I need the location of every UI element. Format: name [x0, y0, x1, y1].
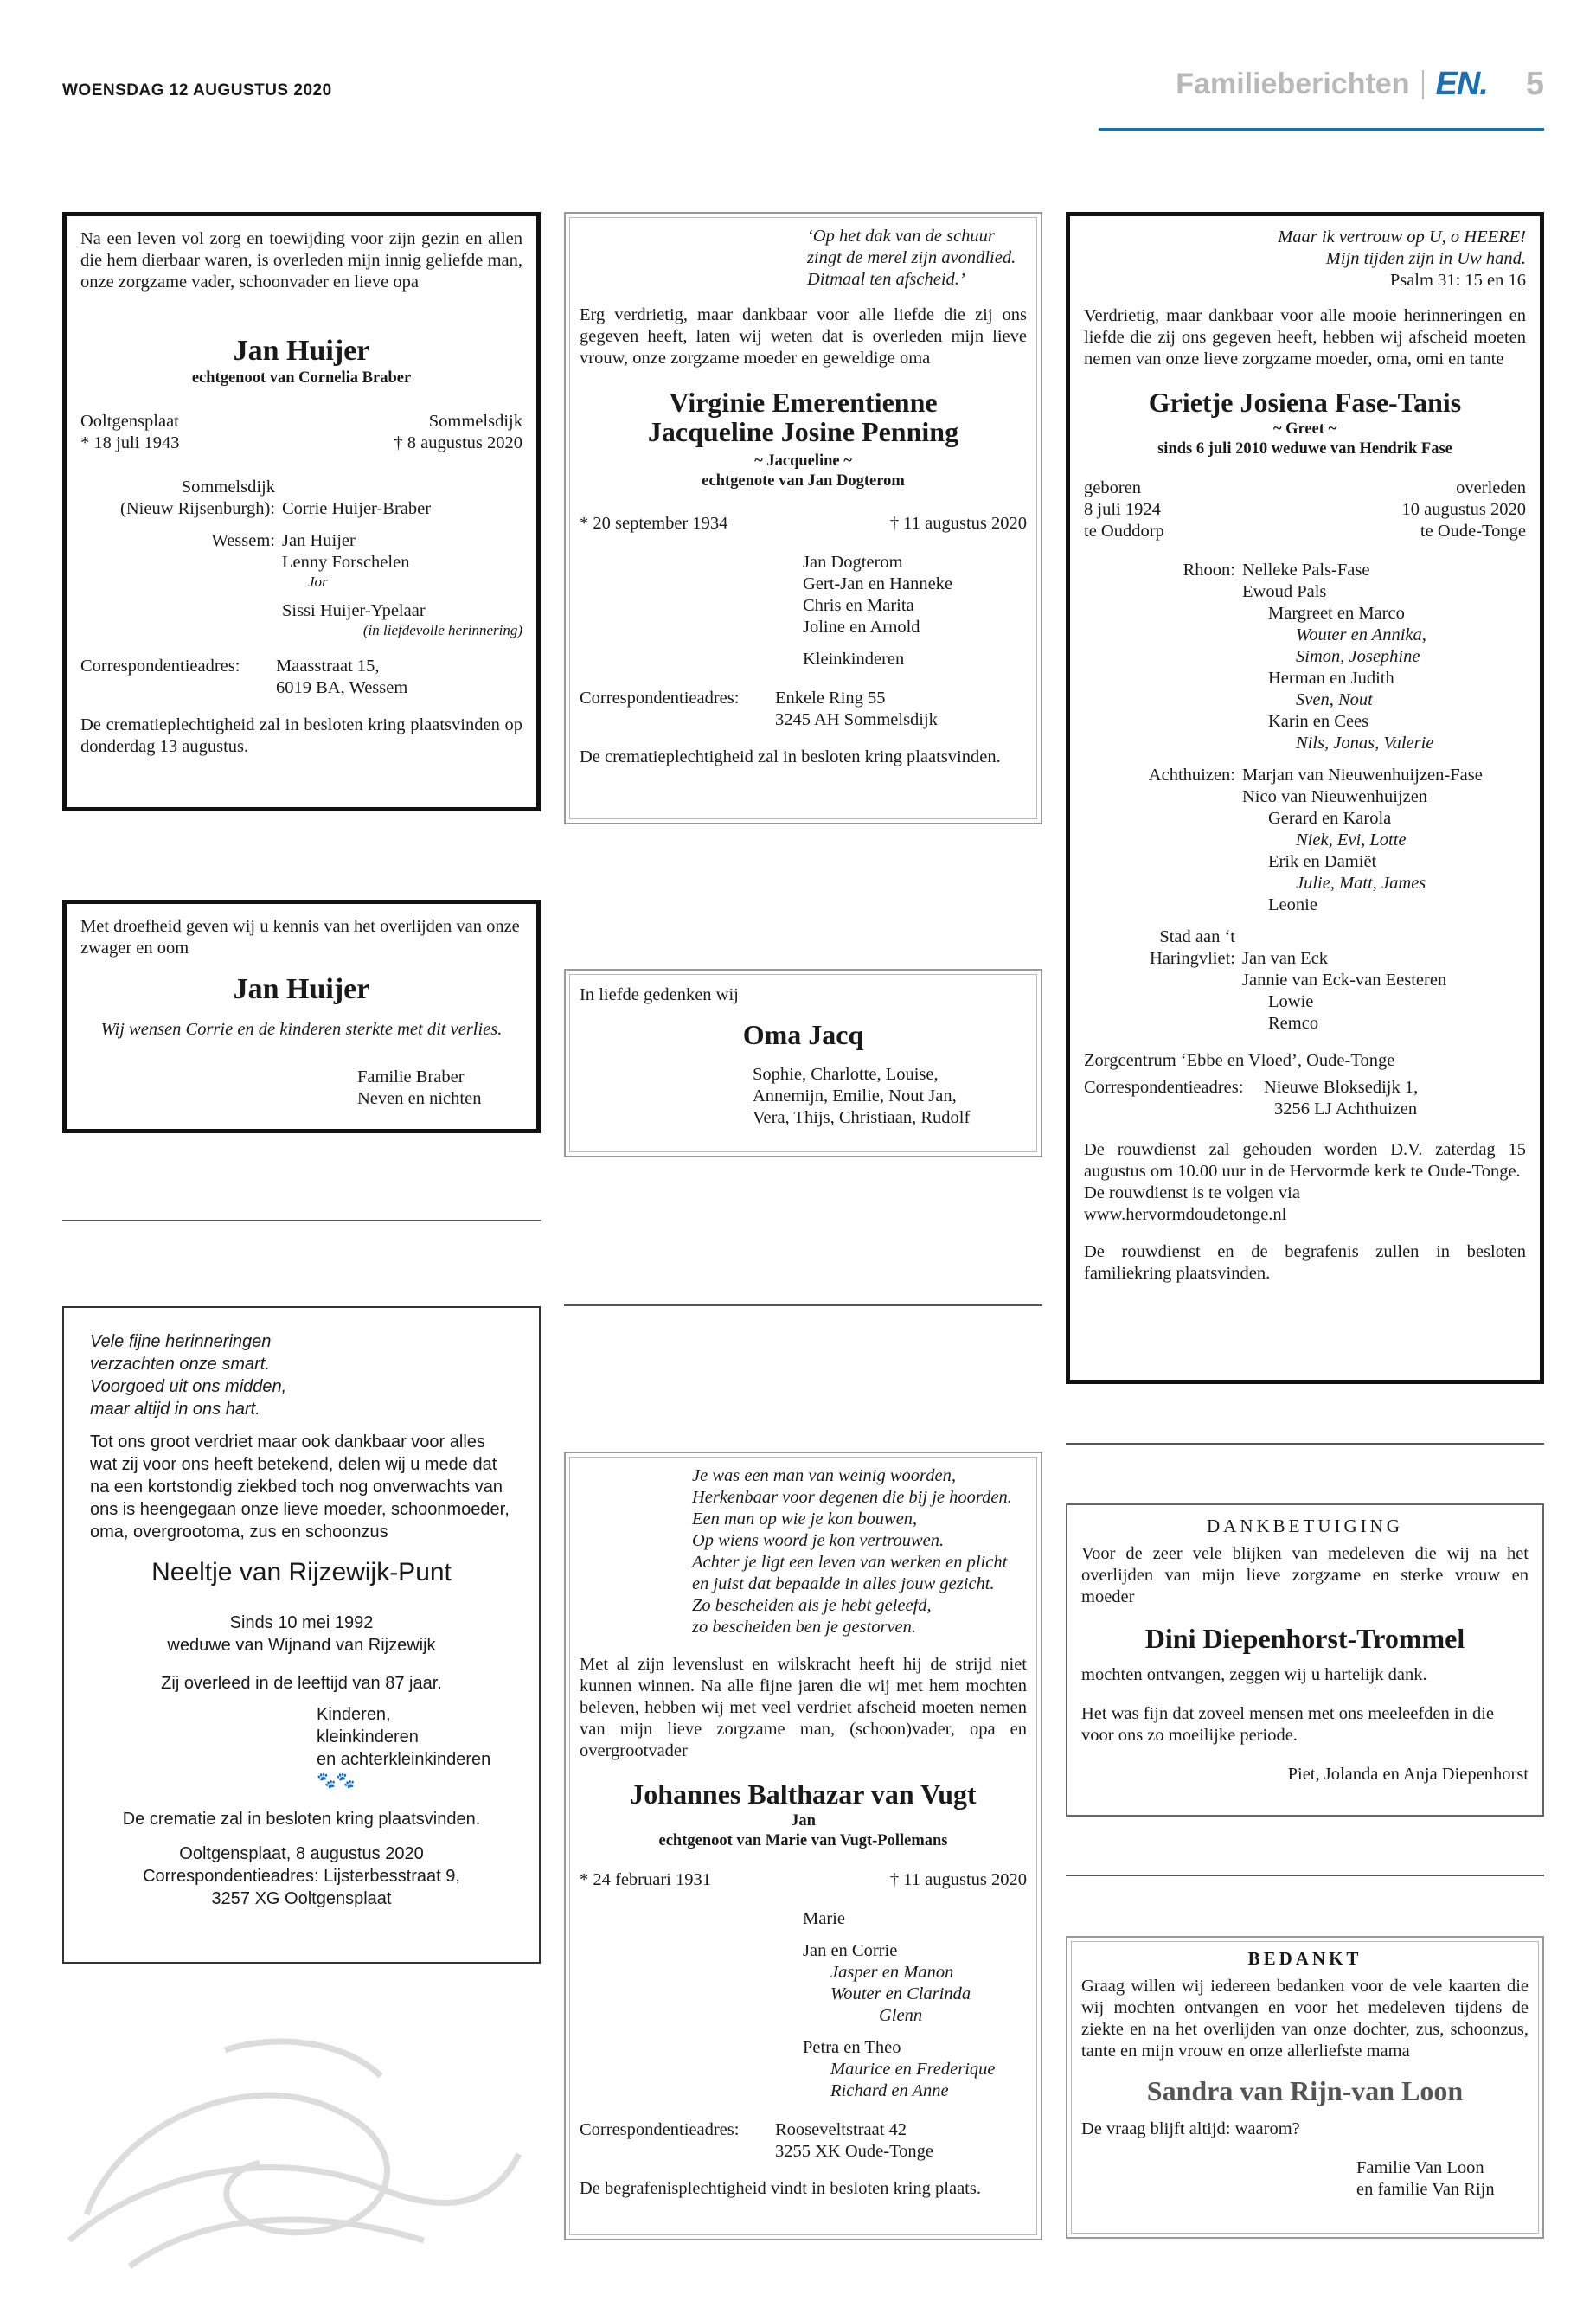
correspondence-address: [580, 2119, 1027, 2163]
poem-line: Je was een man van weinig woorden,: [692, 1466, 956, 1485]
grandchild-line: Maurice en Frederique: [830, 2060, 996, 2080]
address-line: Enkele Ring 55: [775, 689, 886, 708]
spouse-line: echtgenoot van Marie van Vugt-Pollemans: [658, 1831, 948, 1849]
signer: Annemijn, Emilie, Nout Jan,: [753, 1086, 957, 1106]
age-line: Zij overleed in de leeftijd van 87 jaar.: [161, 1674, 442, 1693]
signer: Neven en nichten: [357, 1089, 482, 1109]
family-location: Achthuizen:: [1148, 766, 1235, 785]
family-location: Haringvliet:: [1149, 949, 1235, 969]
family-name: Lenny Forschelen: [282, 553, 410, 573]
notice-heading: DANKBETUIGING: [1207, 1516, 1403, 1536]
widow-line: sinds 6 juli 2010 weduwe van Hendrik Fase: [1157, 439, 1452, 458]
died-place: te Oude-Tonge: [1420, 522, 1526, 542]
poem-line: ‘Op het dak van de schuur: [807, 227, 995, 246]
death-date: † 11 augustus 2020: [889, 1870, 1027, 1890]
stream-note: De rouwdienst is te volgen via: [1084, 1183, 1300, 1203]
poem: [580, 226, 1027, 291]
widow-line: weduwe van Wijnand van Rijzewijk: [167, 1636, 436, 1655]
birth-place: Ooltgensplaat: [80, 412, 179, 432]
poem-line: Maar ik vertrouw op U, o HEERE!: [1278, 228, 1526, 247]
family-line: Gert-Jan en Hanneke: [803, 574, 953, 594]
birth-date: * 20 september 1934: [580, 514, 728, 534]
birth-date: * 18 juli 1943: [80, 433, 180, 453]
family-location: Rhoon:: [1183, 561, 1235, 580]
poem-line: Vele fijne herinneringen: [90, 1332, 272, 1351]
notice-intro: In liefde gedenken wij: [580, 985, 739, 1004]
poem-line: Zo bescheiden als je hebt geleefd,: [692, 1596, 932, 1615]
family-line: Jan en Corrie: [803, 1941, 898, 1961]
notice-bedankt: [1066, 1936, 1544, 2239]
ceremony-note: De crematieplechtigheid zal in besloten kring plaatsvinden.: [580, 747, 1001, 767]
deceased-name: Dini Diepenhorst-Trommel: [1144, 1622, 1465, 1654]
deceased-name: Oma Jacq: [742, 1019, 864, 1050]
place-row: [80, 411, 522, 433]
ceremony-note: De crematieplechtigheid zal in besloten kring plaatsvinden op donderdag 13 augustus.: [80, 715, 522, 756]
family: [580, 552, 1027, 670]
family-line: Jan Dogterom: [803, 553, 903, 573]
family-line: Kinderen,: [317, 1705, 391, 1724]
newspaper-logo: EN.: [1435, 66, 1488, 102]
condolence-message: Wij wensen Corrie en de kinderen sterkte met dit verlies.: [100, 1020, 503, 1040]
memorial-note: (in liefdevolle herinnering): [362, 621, 522, 638]
address-label: Correspondentieadres:: [580, 2120, 740, 2140]
death-place: Sommelsdijk: [428, 412, 522, 432]
address-line: Nieuwe Bloksedijk 1,: [1264, 1078, 1419, 1098]
signer: Familie Van Loon: [1356, 2157, 1484, 2177]
page-header: [1176, 66, 1544, 103]
grandchildren: Kleinkinderen: [803, 650, 905, 670]
died-label: overleden: [1456, 478, 1526, 498]
deceased-name: Jan Huijer: [233, 973, 370, 1005]
child-couple: Herman en Judith: [1268, 669, 1394, 689]
page-number: 5: [1525, 66, 1544, 102]
place-date: Ooltgensplaat, 8 augustus 2020: [179, 1844, 424, 1864]
grandchild-name: Jor: [308, 574, 328, 591]
spouse-line: echtgenote van Jan Dogterom: [702, 471, 905, 490]
nickname: ~ Greet ~: [1272, 420, 1337, 439]
nickname: ~ Jacqueline ~: [754, 452, 852, 471]
poem-line: en juist dat bepaalde in alles jouw gezicht.: [692, 1574, 995, 1593]
ceremony-note: De rouwdienst en de begrafenis zullen in besloten familiekring plaatsvinden.: [1084, 1242, 1526, 1284]
family-line: Nelleke Pals-Fase: [1242, 561, 1370, 580]
family: [580, 1908, 1027, 2102]
correspondence-address: [580, 688, 1027, 731]
grandchild-line: Richard en Anne: [830, 2081, 949, 2101]
family-line: Petra en Theo: [803, 2038, 901, 2058]
family-location: Stad aan ‘t: [1159, 927, 1235, 947]
notice-jan-huijer-braber: [62, 900, 541, 1133]
notice-johannes-van-vugt: [564, 1452, 1042, 2240]
died-date: 10 augustus 2020: [1401, 500, 1526, 520]
family: [90, 1703, 513, 1791]
correspondence-address: Correspondentieadres: Lijsterbesstraat 9,: [143, 1867, 460, 1887]
poem-line: Ditmaal ten afscheid.’: [807, 270, 965, 289]
notice-intro: Verdrietig, maar dankbaar voor alle mooie herinneringen en liefde die zij ons gegeven heeft, hebben wij afscheid moeten nemen van onze lieve zorgzame moeder, oma, omi en tante: [1084, 306, 1526, 369]
spouse-line: echtgenoot van Cornelia Braber: [191, 369, 412, 388]
cremation-note: De crematie zal in besloten kring plaatsvinden.: [122, 1810, 481, 1830]
nickname: Jan: [791, 1812, 816, 1830]
column-rule: [1066, 1443, 1544, 1445]
section-title: Familieberichten: [1176, 67, 1410, 100]
column-rule: [1066, 1875, 1544, 1876]
decorative-swirl-icon: [52, 2016, 536, 2275]
date-row: [580, 513, 1027, 535]
family-location: Sommelsdijk: [181, 478, 275, 497]
deceased-name: Jan Huijer: [233, 335, 370, 367]
paw-prints-icon: 🐾🐾: [317, 1772, 356, 1789]
address-line: Maasstraat 15,: [276, 656, 380, 676]
born-date: 8 juli 1924: [1084, 500, 1161, 520]
birth-date: * 24 februari 1931: [580, 1870, 711, 1890]
psalm-reference: Psalm 31: 15 en 16: [1389, 271, 1526, 290]
notice-heading: BEDANKT: [1247, 1948, 1362, 1969]
poem-line: Voorgoed uit ons midden,: [90, 1377, 287, 1396]
family-name: Jan Huijer: [282, 531, 356, 551]
family-line: Nico van Nieuwenhuijzen: [1242, 787, 1428, 807]
born-place: te Ouddorp: [1084, 522, 1164, 542]
widow-since: Sinds 10 mei 1992: [229, 1613, 374, 1632]
notice-jan-huijer-family: [62, 212, 541, 811]
column-rule: [564, 1304, 1042, 1306]
family-line: Chris en Marita: [803, 596, 914, 616]
child-couple: Gerard en Karola: [1268, 809, 1392, 829]
service-note: De rouwdienst zal gehouden worden D.V. zaterdag 15 augustus om 10.00 uur in de Hervormde kerk te Oude-Tonge.: [1084, 1140, 1526, 1182]
poem-line: zingt de merel zijn avondlied.: [807, 248, 1016, 267]
child-line: Lowie: [1268, 992, 1314, 1012]
address-label: Correspondentieadres:: [580, 689, 740, 708]
grandchild-line: Wouter en Clarinda: [830, 1984, 971, 2004]
notice-dankbetuiging: [1066, 1503, 1544, 1817]
notice-neeltje-van-rijzewijk: [62, 1306, 541, 1964]
grandchildren-line: Nils, Jonas, Valerie: [1296, 734, 1434, 753]
grandchildren-line: Wouter en Annika,: [1296, 625, 1426, 645]
family-line: en achterkleinkinderen: [317, 1750, 491, 1769]
notice-intro: Na een leven vol zorg en toewijding voor zijn gezin en allen die hem dierbaar waren, is overleden mijn innig geliefde man, onze zorgzame vader, schoonvader en lieve opa: [80, 229, 522, 292]
child-line: Remco: [1268, 1014, 1319, 1034]
birth-death-block: [1084, 478, 1526, 542]
signers: [580, 1064, 1027, 1129]
poem-line: Herkenbaar voor degenen die bij je hoorden.: [692, 1488, 1012, 1507]
family-achthuizen: [1084, 765, 1526, 916]
notice-jacqueline-penning: [564, 212, 1042, 824]
great-grandchild-line: Glenn: [879, 2006, 923, 2026]
notice-intro: Graag willen wij iedereen bedanken voor de vele kaarten die wij mochten ontvangen en voor het medeleven tijdens de ziekte en na het overlijden van onze dochter, zus, schoonzus, tante en mijn vrouw en onze allerliefste mama: [1081, 1976, 1529, 2061]
poem: [1084, 227, 1526, 270]
family-rhoon: [1084, 560, 1526, 754]
deceased-name-line1: Virginie Emerentienne: [669, 387, 938, 418]
notice-intro: Erg verdrietig, maar dankbaar voor alle liefde die zij ons gegeven heeft, laten wij weten dat is overleden mijn lieve vrouw, onze zorgzame moeder en geweldige oma: [580, 305, 1027, 368]
poem-line: verzachten onze smart.: [90, 1355, 270, 1374]
correspondence-address: [1084, 1077, 1526, 1120]
signer: Sophie, Charlotte, Louise,: [753, 1065, 939, 1085]
notice-intro: Voor de zeer vele blijken van medeleven die wij na het overlijden van mijn lieve zorgzame en sterke vrouw en moeder: [1081, 1543, 1529, 1606]
signers: Piet, Jolanda en Anja Diepenhorst: [1287, 1764, 1529, 1784]
signer: Familie Braber: [357, 1067, 465, 1087]
address-line: 3255 XK Oude-Tonge: [775, 2142, 934, 2162]
poem-line: Mijn tijden zijn in Uw hand.: [1325, 249, 1526, 268]
grandchild-line: Jasper en Manon: [830, 1963, 954, 1983]
date-row: [80, 433, 522, 454]
signer: en familie Van Rijn: [1356, 2179, 1495, 2199]
notice-intro: Met droefheid geven wij u kennis van het overlijden van onze zwager en oom: [80, 917, 520, 958]
family-stad-aan-t-haringvliet: [1084, 926, 1526, 1035]
family-name: Sissi Huijer-Ypelaar: [282, 600, 426, 620]
deceased-name-line2: Jacqueline Josine Penning: [647, 415, 959, 447]
notice-intro: Met al zijn levenslust en wilskracht heeft hij de strijd niet kunnen winnen. Na alle fijne jaren die wij met hem mochten beleven, hebben wij met veel verdriet afscheid moeten nemen van mijn lieve zorgzame man, (schoon)vader, opa en overgrootvader: [580, 1655, 1027, 1760]
poem-line: zo bescheiden ben je gestorven.: [692, 1618, 917, 1637]
poem-line: Een man op wie je kon bouwen,: [692, 1509, 918, 1529]
thanks-text: mochten ontvangen, zeggen wij u hartelijk dank.: [1081, 1664, 1427, 1684]
family-line: Ewoud Pals: [1242, 582, 1327, 602]
family-line: Joline en Arnold: [803, 618, 920, 638]
family-names: Corrie Huijer-Braber: [282, 499, 432, 519]
born-label: geboren: [1084, 478, 1142, 498]
family-location-detail: (Nieuw Rijsenburgh):: [120, 499, 275, 519]
family-sommelsdijk: [80, 477, 522, 520]
deceased-name: Johannes Balthazar van Vugt: [630, 1779, 977, 1810]
poem: [580, 1465, 1027, 1638]
family-location: Wessem:: [211, 531, 275, 551]
correspondence-address-2: 3257 XG Ooltgensplaat: [211, 1889, 392, 1909]
deceased-name: Sandra van Rijn-van Loon: [1146, 2074, 1464, 2106]
family-line: Marie: [803, 1909, 845, 1929]
thanks-text-2: Het was fijn dat zoveel mensen met ons meeleefden in die voor ons zo moeilijke periode.: [1081, 1703, 1495, 1745]
grandchildren-line: Niek, Evi, Lotte: [1296, 830, 1407, 850]
notice-oma-jacq: [564, 969, 1042, 1157]
address-line: Rooseveltstraat 42: [775, 2120, 907, 2140]
correspondence-address: [80, 656, 522, 699]
signers: [1081, 2157, 1529, 2201]
notice-intro: Tot ons groot verdriet maar ook dankbaar voor alles wat zij voor ons heeft betekend, delen wij u mede dat na een kortstondig ziekbed toch nog onverwachts van ons is heengegaan onze lieve moeder, schoonmoeder, oma, overgrootoma, zus en schoonzus: [90, 1433, 510, 1541]
address-line: 6019 BA, Wessem: [276, 677, 408, 697]
header-rule: [1099, 128, 1544, 131]
poem-line: Op wiens woord je kon vertrouwen.: [692, 1531, 945, 1550]
child-line: Leonie: [1268, 895, 1317, 915]
child-couple: Margreet en Marco: [1268, 604, 1405, 624]
signers: [80, 1067, 522, 1110]
poem: [90, 1330, 513, 1420]
signer: Vera, Thijs, Christiaan, Rudolf: [753, 1108, 971, 1128]
column-rule: [62, 1220, 541, 1221]
child-couple: Erik en Damiët: [1268, 852, 1377, 872]
death-date: † 8 augustus 2020: [394, 433, 522, 453]
address-label: Correspondentieadres:: [1084, 1078, 1244, 1098]
closing-question: De vraag blijft altijd: waarom?: [1081, 2118, 1300, 2138]
notice-grietje-fase-tanis: [1066, 212, 1544, 1384]
grandchildren-line: Simon, Josephine: [1296, 647, 1420, 667]
address-line: 3245 AH Sommelsdijk: [775, 710, 938, 730]
grandchildren-line: Julie, Matt, James: [1296, 874, 1426, 894]
child-couple: Karin en Cees: [1268, 712, 1369, 732]
deceased-name: Grietje Josiena Fase-Tanis: [1148, 387, 1462, 418]
family-wessem: [80, 530, 522, 622]
deceased-name: Neeltje van Rijzewijk-Punt: [151, 1558, 452, 1586]
address-label: Correspondentieadres:: [80, 656, 240, 676]
family-line: kleinkinderen: [317, 1727, 419, 1747]
page-date: WOENSDAG 12 AUGUSTUS 2020: [62, 81, 332, 99]
address-line: 3256 LJ Achthuizen: [1274, 1099, 1418, 1119]
care-home: Zorgcentrum ‘Ebbe en Vloed’, Oude-Tonge: [1084, 1051, 1395, 1071]
stream-url: www.hervormdoudetonge.nl: [1084, 1205, 1287, 1225]
poem-line: Achter je ligt een leven van werken en plicht: [692, 1553, 1008, 1572]
header-divider: [1422, 70, 1424, 99]
death-date: † 11 augustus 2020: [889, 514, 1027, 534]
poem-line: maar altijd in ons hart.: [90, 1400, 260, 1419]
family-line: Jannie van Eck-van Eesteren: [1242, 971, 1447, 990]
family-line: Marjan van Nieuwenhuijzen-Fase: [1242, 766, 1483, 785]
ceremony-note: De begrafenisplechtigheid vindt in besloten kring plaats.: [580, 2179, 981, 2199]
grandchildren-line: Sven, Nout: [1296, 690, 1373, 710]
family-line: Jan van Eck: [1242, 949, 1329, 969]
date-row: [580, 1869, 1027, 1891]
